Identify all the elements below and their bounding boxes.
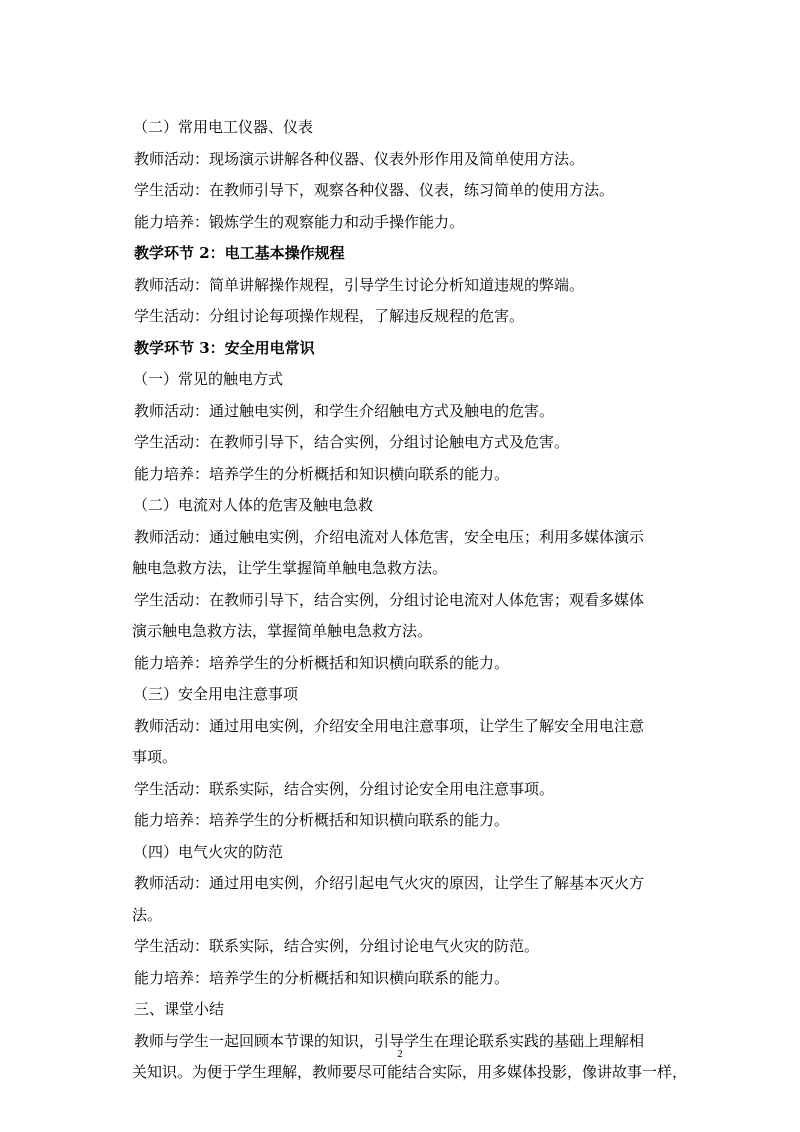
paragraph-line: 学生活动：在教师引导下，观察各种仪器、仪表，练习简单的使用方法。 [134,181,615,199]
paragraph-line: 能力培养：锻炼学生的观察能力和动手操作能力。 [134,212,465,231]
paragraph-line: 教师活动：通过触电实例，介绍电流对人体危害，安全电压；利用多媒体演示 [134,527,645,546]
paragraph-line: 能力培养：培养学生的分析概括和知识横向联系的能力。 [134,968,510,987]
section-heading-summary: 三、课堂小结 [134,1000,225,1018]
paragraph-line: 学生活动：联系实际，结合实例，分组讨论电气火灾的防范。 [134,937,540,955]
paragraph-line: 教师活动：现场演示讲解各种仪器、仪表外形作用及简单使用方法。 [134,149,585,168]
subheading-instruments: （二）常用电工仪器、仪表 [133,118,314,136]
paragraph-continuation-line: 演示触电急救方法，掌握简单触电急救方法。 [132,622,433,640]
paragraph-continuation-line: 法。 [132,905,163,924]
paragraph-line: 教师活动：通过用电实例，介绍引起电气火灾的原因，让学生了解基本灭火方 [134,874,645,892]
subheading-safety-notes: （三）安全用电注意事项 [133,685,299,703]
paragraph-line: 能力培养：培养学生的分析概括和知识横向联系的能力。 [134,811,510,829]
paragraph-line: 教师与学生一起回顾本节课的知识，引导学生在理论联系实践的基础上理解相 [134,1031,645,1050]
subheading-fire-prevention: （四）电气火灾的防范 [133,842,284,861]
subheading-electric-shock-types: （一）常见的触电方式 [133,370,284,388]
paragraph-line: 学生活动：在教师引导下，结合实例，分组讨论电流对人体危害；观看多媒体 [134,590,645,609]
paragraph-line: 学生活动：联系实际，结合实例，分组讨论安全用电注意事项。 [134,779,555,798]
document-body [134,112,694,1089]
paragraph-line: 学生活动：在教师引导下，结合实例，分组讨论触电方式及危害。 [134,433,570,451]
paragraph-line: 教师活动：通过触电实例，和学生介绍触电方式及触电的危害。 [134,401,555,420]
page-number: 2 [397,1048,403,1060]
paragraph-continuation-line: 关知识。为便于学生理解，教师要尽可能结合实际，用多媒体投影，像讲故事一样， [132,1063,688,1081]
paragraph-continuation-line: 触电急救方法，让学生掌握简单触电急救方法。 [132,559,448,577]
paragraph-continuation-line: 事项。 [132,748,178,766]
paragraph-line: 能力培养：培养学生的分析概括和知识横向联系的能力。 [134,464,510,483]
subheading-current-hazards: （二）电流对人体的危害及触电急救 [133,496,374,514]
section-heading-step-3: 教学环节 3：安全用电常识 [134,338,315,357]
paragraph-line: 学生活动：分组讨论每项操作规程，了解违反规程的危害。 [134,307,525,325]
section-heading-step-2: 教学环节 2：电工基本操作规程 [134,244,345,262]
paragraph-line: 教师活动：简单讲解操作规程，引导学生讨论分析知道违规的弊端。 [134,275,585,294]
paragraph-line: 教师活动：通过用电实例，介绍安全用电注意事项，让学生了解安全用电注意 [134,716,645,735]
paragraph-line: 能力培养：培养学生的分析概括和知识横向联系的能力。 [134,653,510,672]
